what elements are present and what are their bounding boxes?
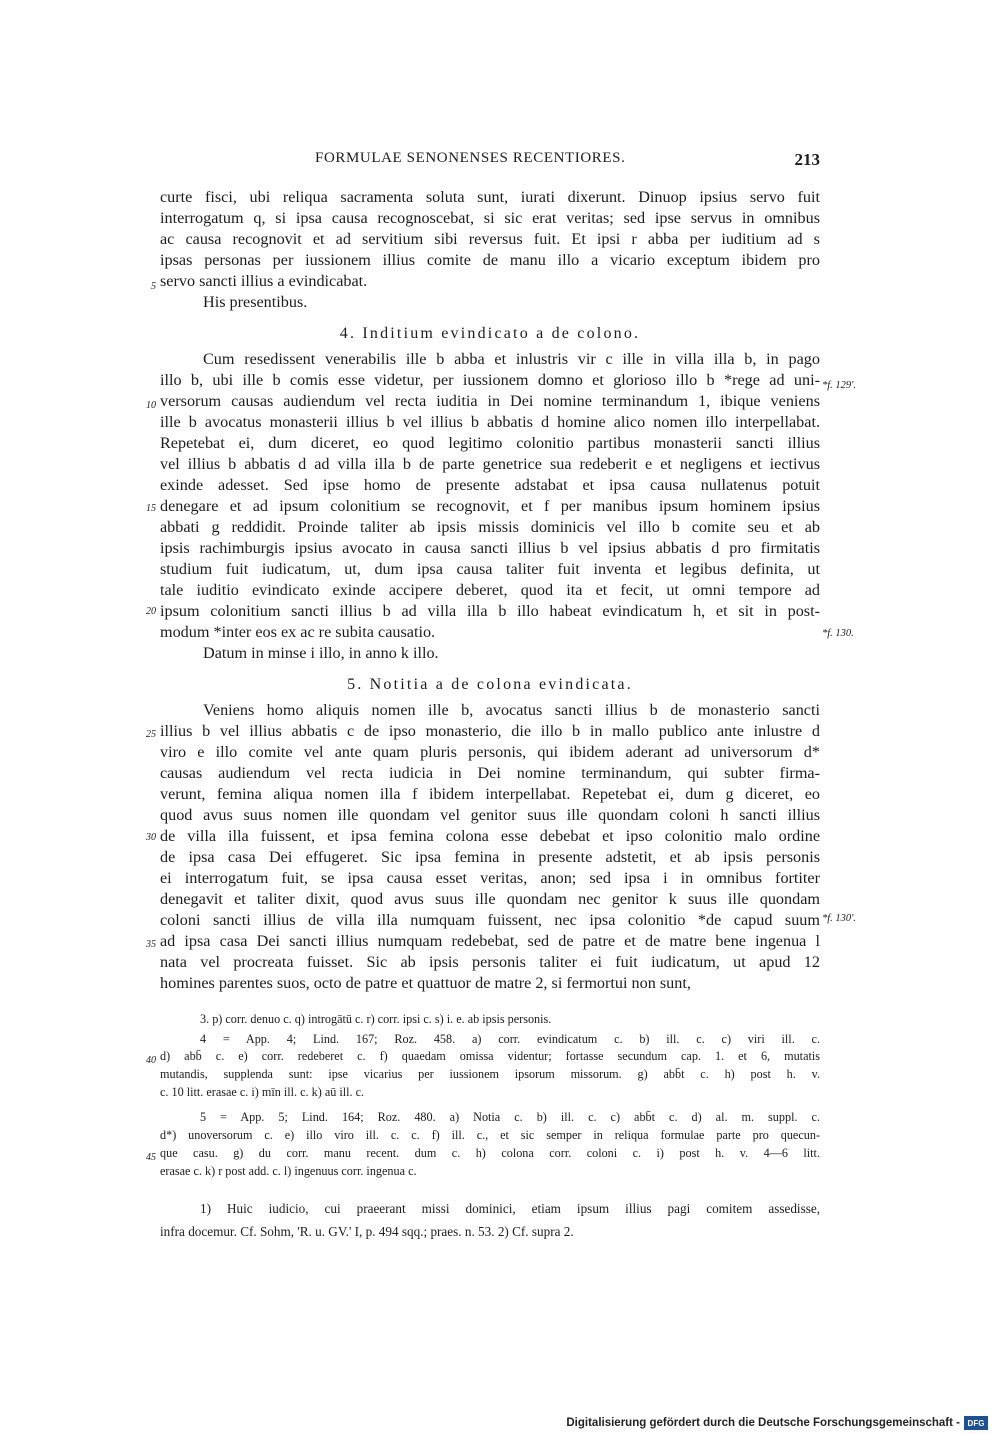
line-number: 40 <box>146 1055 156 1066</box>
apparatus-line: 3. p) corr. denuo c. q) introgātū c. r) corr. ipsi c. s) i. e. ab ipsis personis. <box>200 1012 552 1026</box>
text-line: ad ipsa casa Dei sancti illius numquam redebebat, sed de patre et de matre bene ingenua l <box>160 932 820 950</box>
line-number: 20 <box>146 606 156 617</box>
apparatus-line: 5 = App. 5; Lind. 164; Roz. 480. a) Notia c. b) ill. c. c) abb̄t c. d) al. m. suppl. c. <box>200 1110 820 1124</box>
text-line: Veniens homo aliquis nomen ille b, avocatus sancti illius b de monasterio sancti <box>203 701 820 719</box>
line-number: 5 <box>151 281 156 292</box>
apparatus-line: mutandis, supplenda sunt: ipse vicarius per iussionem ipsorum missorum. g) abb̄t c. h) post h. v. <box>160 1067 820 1081</box>
text-line: denegavit et taliter dixit, quod avus suus ille quondam nec genitor k suus ille quondam <box>160 890 820 908</box>
page-header <box>160 150 820 174</box>
text-line: His presentibus. <box>203 293 308 311</box>
text-line: ipsis rachimburgis ipsius avocato in causa sancti illius b vel ipsius abbatis d pro firmitatis <box>160 539 820 557</box>
text-line: vel illius b abbatis d ad villa illa b de parte genetrice sua redeberit e et negligens et iectivus <box>160 455 820 473</box>
apparatus-line: que casu. g) du corr. manu recent. dum c. h) colona corr. coloni c. i) post h. v. 4—6 litt. <box>160 1146 820 1160</box>
line-number: 15 <box>146 503 156 514</box>
text-line: denegare et ad ipsum colonitium se recognovit, et f per manibus ipsum hominem ipsius <box>160 497 820 515</box>
apparatus-line: d) abb̄ c. e) corr. redeberet c. f) quaedam omissa videntur; fortasse secundum cap. 1. et 6, mutatis <box>160 1049 820 1063</box>
dfg-logo-icon: DFG <box>964 1416 988 1430</box>
text-line: Cum resedissent venerabilis ille b abba et inlustris vir c ille in villa illa b, in pago <box>203 350 820 368</box>
apparatus-line: c. 10 litt. erasae c. i) mīn ill. c. k) aū ill. c. <box>160 1085 365 1099</box>
text-line: ipsas personas per iussionem illius comite de manu illo a vicario exceptum ibidem pro <box>160 251 820 269</box>
text-line: quod avus suus nomen ille quondam vel genitor suus ille quondam coloni h sancti illius <box>160 806 820 824</box>
text-line: ipsum colonitium sancti illius b ad villa illa b illo habeat evindicatum h, et sit in post- <box>160 602 820 620</box>
text-line: nata vel procreata fuisset. Sic ab ipsis personis taliter ei fuit iudicatum, ut apud 12 <box>160 953 820 971</box>
apparatus-line: d*) unoversorum c. e) illo viro ill. c. c. f) ill. c., et sic semper in reliqua formulae parte pro quecun- <box>160 1128 820 1142</box>
text-line: versorum causas audiendum vel recta iuditia in Dei nomine terminandum 1, ibique veniens <box>160 392 820 410</box>
text-line: homines parentes suos, octo de patre et quattuor de matre 2, si fermortui non sunt, <box>160 974 691 992</box>
line-number: 30 <box>146 832 156 843</box>
text-line: coloni sancti illius de villa illa numquam fuissent, nec ipsa colonitio *de capud suum <box>160 911 820 929</box>
text-line: abbati g reddidit. Proinde taliter ab ipsis missis dominicis vel illo b comite seu et ab <box>160 518 820 536</box>
footer-credit: Digitalisierung gefördert durch die Deutsche Forschungsgemeinschaft - <box>566 1417 960 1429</box>
footer <box>566 1415 988 1431</box>
text-line: curte fisci, ubi reliqua sacramenta soluta sunt, iurati dixerunt. Dinuop ipsius servo fuit <box>160 188 820 206</box>
line-number: 45 <box>146 1152 156 1163</box>
margin-note: *f. 129'. <box>822 380 857 391</box>
text-line: tale iuditio evindicato exinde accipere deberet, quod ita et fecit, ut omni tempore ad <box>160 581 820 599</box>
line-number: 10 <box>146 400 156 411</box>
text-line: Repetebat ei, dum diceret, eo quod legitimo colonitio partibus monasterii sancti illius <box>160 434 820 452</box>
apparatus-line: 4 = App. 4; Lind. 167; Roz. 458. a) corr. evindicatum c. b) ill. c. c) viri ill. c. <box>200 1032 820 1046</box>
margin-note: *f. 130. <box>822 628 854 639</box>
commentary-line: infra docemur. Cf. Sohm, 'R. u. GV.' I, p. 494 sqq.; praes. n. 53. 2) Cf. supra 2. <box>160 1224 574 1239</box>
text-line: studium fuit iudicatum, ut, dum ipsa causa taliter fuit inventa et legibus definita, ut <box>160 560 820 578</box>
text-line: ac causa recognovit et ad servitium sibi reversus fuit. Et ipsi r abba per iuditium ad s <box>160 230 820 248</box>
text-line: ei interrogatum fuit, se ipsa causa esset veritas, anon; sed ipsa i in omnibus fortiter <box>160 869 820 887</box>
apparatus-line: erasae c. k) r post add. c. l) ingenuus corr. ingenua c. <box>160 1164 417 1178</box>
text-line: verunt, femina aliqua nomen illa f ibidem interpellabat. Repetebat ei, dum g diceret, eo <box>160 785 820 803</box>
text-line: ille b avocatus monasterii illius b vel illius b abbatis d homine alico nomen illo interpellabat. <box>160 413 820 431</box>
section-heading: 5. Notitia a de colona evindicata. <box>347 676 633 693</box>
line-number: 35 <box>146 939 156 950</box>
text-line: Datum in minse i illo, in anno k illo. <box>203 644 439 662</box>
margin-note: *f. 130'. <box>822 913 857 924</box>
text-line: viro e illo comite vel ante quam pluris personis, qui ibidem aderant ad universorum d* <box>160 743 820 761</box>
text-line: illo b, ubi ille b comis esse videtur, per iussionem domno et glorioso illo b *rege ad uni- <box>160 371 820 389</box>
page-number: 213 <box>794 150 820 169</box>
text-line: causas audiendum vel recta iudicia in Dei nomine terminandum, qui subter firma- <box>160 764 820 782</box>
text-line: servo sancti illius a evindicabat. <box>160 272 368 290</box>
text-line: interrogatum q, si ipsa causa recognoscebat, si sic erat veritas; sed ipse servus in omnibus <box>160 209 820 227</box>
text-line: de villa illa fuissent, et ipsa femina colona esse debebat et ipso colonitio malo ordine <box>160 827 820 845</box>
text-line: illius b vel illius abbatis c de ipso monasterio, die illo b in mallo publico ante inlustre d <box>160 722 820 740</box>
text-line: de ipsa casa Dei effugeret. Sic ipsa femina in presente adstetit, et ab ipsis personis <box>160 848 820 866</box>
running-title: FORMULAE SENONENSES RECENTIORES. <box>315 150 626 166</box>
text-line: exinde adesset. Sed ipse homo de presente adstabat et ipsa causa nullatenus potuit <box>160 476 820 494</box>
line-number: 25 <box>146 729 156 740</box>
section-heading: 4. Inditium evindicato a de colono. <box>339 325 641 342</box>
commentary-line: 1) Huic iudicio, cui praeerant missi dominici, etiam ipsum illius pagi comitem assedisse, <box>200 1201 820 1216</box>
text-line: modum *inter eos ex ac re subita causatio. <box>160 623 436 641</box>
